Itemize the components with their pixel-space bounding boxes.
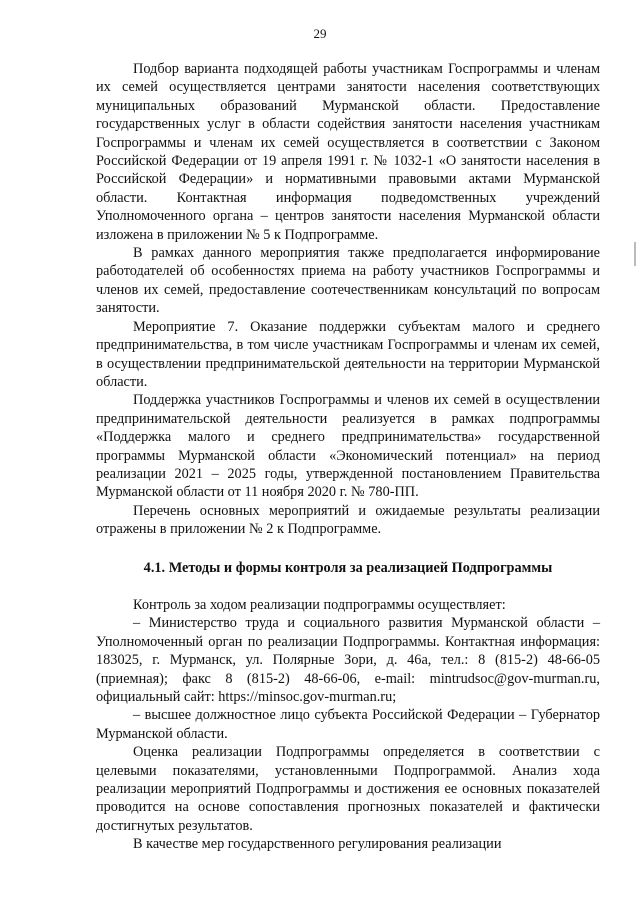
paragraph-job-selection: Подбор варианта подходящей работы участникам Госпрограммы и членам их семей осуществляется центрами занятости населения соответствующих муниципальных образований Мурманской области. Предоставление государственных услуг в области содействия занятости населения участникам Госпрограммы и членам их семей осуществляется в соответствии с Законом Российской Федерации от 19 апреля 1991 г. № 1032-1 «О занятости населения в Российской Федерации» и нормативными правовыми актами Мурманской области. Контактная информация подведомственных учреждений Уполномоченного органа – центров занятости населения Мурманской области изложена в приложении № 5 к Подпрограмме. xyxy=(96,61,600,243)
list-item-governor: – высшее должностное лицо субъекта Российской Федерации – Губернатор Мурманской области. xyxy=(96,707,600,742)
paragraph-measure-7: Мероприятие 7. Оказание поддержки субъектам малого и среднего предпринимательства, в том числе участникам Госпрограммы и членам их семей, в осуществлении предпринимательской деятельности на территории Мурманской области. xyxy=(96,318,600,390)
page-number: 29 xyxy=(313,26,327,41)
paragraph-employer-informing: В рамках данного мероприятия также предполагается информирование работодателей об особенностях приема на работу участников Госпрограммы и членов их семей, предоставление соотечественникам консультаций по вопросам занятости. xyxy=(96,245,600,317)
scan-edge-mark xyxy=(634,242,636,266)
paragraph-control-intro: Контроль за ходом реализации подпрограммы осуществляет: xyxy=(133,596,506,613)
paragraph-business-support: Поддержка участников Госпрограммы и членов их семей в осуществлении предпринимательской деятельности реализуется в рамках подпрограммы «Поддержка малого и среднего предпринимательства» государственной программы Мурманской области «Экономический потенциал» на период реализации 2021 – 2025 годы, утвержденной постановлением Правительства Мурманской области от 11 ноября 2020 г. № 780-ПП. xyxy=(96,392,600,501)
section-heading: 4.1. Методы и формы контроля за реализацией Подпрограммы xyxy=(143,559,553,576)
document-body xyxy=(96,60,600,854)
list-item-ministry: – Министерство труда и социального развития Мурманской области – Уполномоченный орган по реализации Подпрограммы. Контактная информация: 183025, г. Мурманск, ул. Полярные Зори, д. 46а, тел.: 8 (815-2) 48-66-05 (приемная); факс 8 (815-2) 48-66-06, e-mail: mintrudsoc@gov-murman.ru, официальный сайт: https://minsoc.gov-murman.ru; xyxy=(96,615,600,705)
paragraph-results-list: Перечень основных мероприятий и ожидаемые результаты реализации отражены в приложении № 2 к Подпрограмме. xyxy=(96,502,600,538)
paragraph-evaluation: Оценка реализации Подпрограммы определяется в соответствии с целевыми показателями, установленными Подпрограммой. Анализ хода реализации мероприятий Подпрограммы и достижения ее основных показателей проводится на основе сопоставления прогнозных показателей и фактически достигнутых результатов. xyxy=(96,744,600,834)
paragraph-regulation-measures: В качестве мер государственного регулирования реализации xyxy=(133,836,502,853)
